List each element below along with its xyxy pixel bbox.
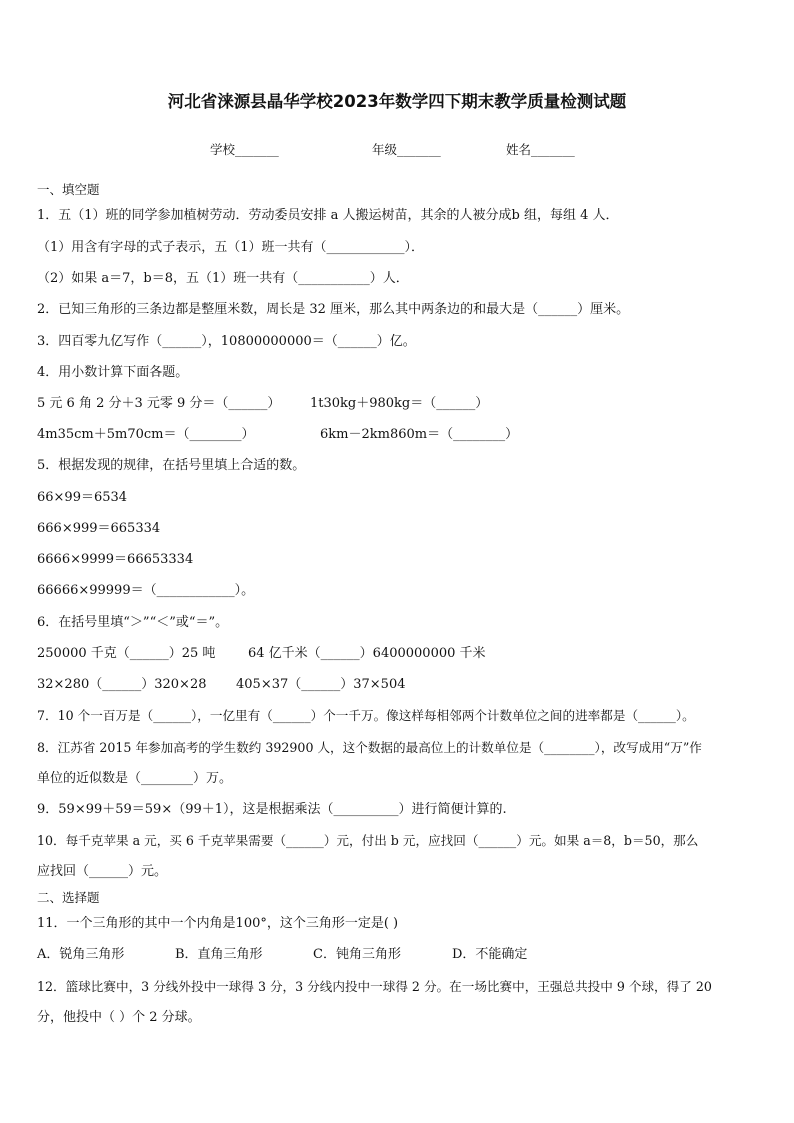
question-11-option-a: A．锐角三角形 [37, 947, 125, 962]
question-12-line-1: 12．篮球比赛中，3 分线外投中一球得 3 分，3 分线内投中一球得 2 分。在一场比赛中，王强总共投中 9 个球，得了 20 [37, 979, 712, 994]
question-1: 1．五（1）班的同学参加植树劳动．劳动委员安排 a 人搬运树苗，其余的人被分成b 组，每组 4 人． [37, 208, 619, 223]
section-choice-heading: 二、选择题 [37, 890, 100, 905]
question-8-line-2: 单位的近似数是（________）万。 [37, 771, 233, 786]
question-5-pattern-1: 66×99＝6534 [37, 490, 128, 505]
question-3: 3．四百零九亿写作（______），10800000000＝（______）亿。 [37, 334, 416, 349]
question-6-item-a: 250000 千克（______）25 吨 [37, 646, 216, 661]
question-7: 7．10 个一百万是（______），一亿里有（______）个一千万。像这样每相邻两个计数单位之间的进率都是（______）。 [37, 708, 695, 723]
page-title: 河北省涞源县晶华学校2023年数学四下期末教学质量检测试题 [167, 92, 627, 111]
question-11: 11．一个三角形的其中一个内角是100°，这个三角形一定是( ) [37, 916, 399, 931]
question-11-option-c: C．钝角三角形 [313, 947, 401, 962]
section-fill-heading: 一、填空题 [37, 182, 100, 197]
question-5-blank: 66666×99999＝（____________）。 [37, 583, 255, 598]
name-field: 姓名_______ [506, 142, 575, 157]
question-6: 6．在括号里填“＞”“＜”或“＝”。 [37, 615, 229, 630]
question-5: 5．根据发现的规律，在括号里填上合适的数。 [37, 458, 306, 473]
question-8-line-1: 8．江苏省 2015 年参加高考的学生数约 392900 人，这个数据的最高位上的计数单位是（________），改写成用“万”作 [37, 740, 702, 755]
question-4-item-a: 5 元 6 角 2 分＋3 元零 9 分＝（______） [37, 396, 281, 411]
question-4-item-b: 1t30kg＋980kg＝（______） [310, 396, 489, 411]
question-6-item-b: 64 亿千米（______）6400000000 千米 [248, 646, 486, 661]
question-4-item-d: 6km－2km860m＝（________） [320, 427, 519, 442]
question-6-item-c: 32×280（______）320×28 [37, 677, 207, 692]
question-10-line-1: 10．每千克苹果 a 元，买 6 千克苹果需要（______）元，付出 b 元，应找回（______）元。如果 a＝8，b＝50，那么 [37, 833, 699, 848]
question-12-line-2: 分，他投中（ ）个 2 分球。 [37, 1010, 201, 1025]
school-field: 学校_______ [210, 142, 279, 157]
question-11-option-b: B．直角三角形 [175, 947, 263, 962]
question-6-item-d: 405×37（______）37×504 [236, 677, 406, 692]
grade-field: 年级_______ [372, 142, 441, 157]
question-2: 2．已知三角形的三条边都是整厘米数，周长是 32 厘米，那么其中两条边的和最大是（______）厘米。 [37, 302, 630, 317]
question-4-item-c: 4m35cm＋5m70cm＝（________） [37, 427, 255, 442]
question-4: 4．用小数计算下面各题。 [37, 365, 189, 380]
question-5-pattern-2: 666×999＝665334 [37, 521, 161, 536]
question-1-part-1: （1）用含有字母的式子表示，五（1）班一共有（____________）． [37, 240, 425, 255]
question-5-pattern-3: 6666×9999＝66653334 [37, 552, 194, 567]
question-11-option-d: D．不能确定 [452, 947, 528, 962]
question-10-line-2: 应找回（______）元。 [37, 864, 168, 879]
question-1-part-2: （2）如果 a＝7，b＝8，五（1）班一共有（___________）人． [37, 271, 409, 286]
question-9: 9．59×99＋59＝59×（99＋1），这是根据乘法（__________）进行简便计算的. [37, 802, 507, 817]
